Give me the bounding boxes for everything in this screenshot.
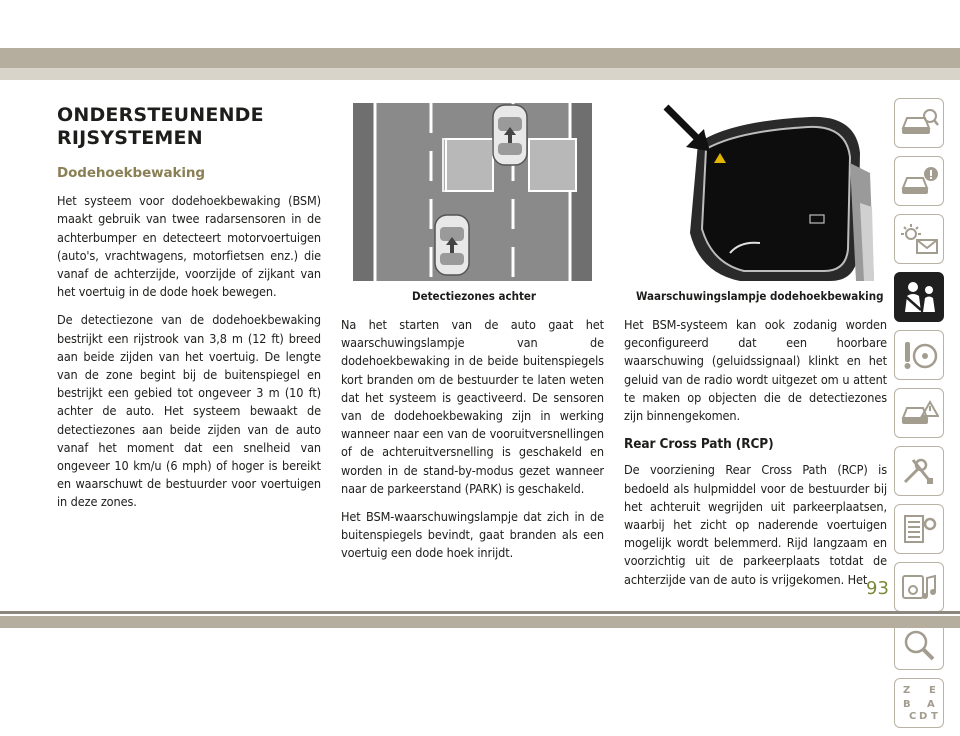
search-icon: [899, 628, 939, 662]
paragraph: De detectiezone van de dodehoekbewaking bestrijkt een rijstrook van 3,8 m (12 ft) breed aan beide zijden van het voertuig. De lengte van de zone begint bij de buitenspiegel en bestrijkt een gebied tot ongeveer 3 m (10 ft) achter de auto. Het systeem bewaakt de detectiezones aan beide zijden van de auto vanaf het moment dat een snelheid van ongeveer 10 km/u (6 mph) of hoger is bereikt en waarschuwt de bestuurder voor voertuigen in deze zones.: [57, 312, 321, 510]
specifications-icon: [899, 512, 939, 546]
car-breakdown-icon: [899, 396, 939, 430]
figure-mirror-warning-light: [660, 103, 877, 281]
warning-lights-icon: [899, 222, 939, 256]
footer-rule: [0, 611, 960, 614]
header-band: [0, 48, 960, 68]
tab-breakdown[interactable]: [894, 388, 944, 438]
tab-service[interactable]: [894, 446, 944, 496]
section-title-line2: RIJSYSTEMEN: [57, 127, 203, 149]
index-letter: B: [903, 699, 911, 710]
car-info-icon: [899, 164, 939, 198]
tab-multimedia[interactable]: [894, 562, 944, 612]
paragraph: Het BSM-waarschuwingslampje dat zich in de buitenspiegels bevindt, gaat branden als een voertuig een dode hoek inrijdt.: [341, 509, 604, 561]
tab-driving[interactable]: [894, 330, 944, 380]
tab-car-search[interactable]: [894, 98, 944, 148]
tab-specifications[interactable]: [894, 504, 944, 554]
paragraph: Het systeem voor dodehoekbewaking (BSM) maakt gebruik van twee radarsensoren in de achterbumper en detecteert motorvoertuigen (auto's, vrachtwagens, motorfietsen enz.) die vanaf de achterzijde, voorzijde of zijkant van het voertuig in de dode hoek bewegen.: [57, 193, 321, 300]
index-letter: Z: [903, 685, 911, 696]
column-1: [57, 104, 321, 522]
figure-1-caption: Detectiezones achter: [412, 289, 537, 303]
multimedia-icon: [899, 570, 939, 604]
paragraph: De voorziening Rear Cross Path (RCP) is bedoeld als hulpmiddel voor de bestuurder bij het achteruit wegrijden uit parkeerplaatsen, waarbij het zicht op naderende voertuigen mogelijk wordt belemmerd. Rijd langzaam en voorzichtig uit de parkeerplaats totdat de achterzijde van de auto is vrijgekomen. Het: [624, 462, 887, 587]
tab-car-info[interactable]: [894, 156, 944, 206]
header-band-light: [0, 68, 960, 80]
section-title-line1: ONDERSTEUNENDE: [57, 104, 264, 126]
figure-detection-zones: [353, 103, 592, 281]
page-number: 93: [866, 578, 889, 599]
footer-band: [0, 616, 960, 628]
chapter-tabs: [894, 98, 954, 736]
figure-2-caption: Waarschuwingslampje dodehoekbewaking: [636, 289, 884, 303]
paragraph: Het BSM-systeem kan ook zodanig worden geconfigureerd dat een hoorbare waarschuwing (geluidssignaal) klinkt en het geluid van de radio wordt uitgezet om u attent te maken op objecten die de detectiezones zijn binnengekomen.: [624, 317, 887, 424]
index-letter: E: [929, 685, 936, 696]
index-icon: [899, 683, 939, 723]
column-2: [341, 316, 604, 573]
index-letter: A: [927, 699, 935, 710]
index-letter: C: [909, 711, 917, 722]
section-title: [57, 104, 321, 150]
column-3: [624, 316, 887, 589]
driving-steering-icon: [899, 338, 939, 372]
rcp-heading: Rear Cross Path (RCP): [624, 436, 774, 453]
mirror-illustration: [660, 103, 877, 281]
detection-zones-illustration: [353, 103, 592, 281]
paragraph: Na het starten van de auto gaat het waarschuwingslampje van de dodehoekbewaking in de beide buitenspiegels kort branden om de bestuurder te laten weten dat het systeem is geactiveerd. De sensoren van de dodehoekbewaking zijn in werking wanneer naar een van de vooruitversnellingen of de achteruitversnelling is geschakeld en worden in de stand-by-modus gezet wanneer naar de parkeerstand (PARK) is geschakeld.: [341, 317, 604, 496]
index-letter: T: [931, 711, 938, 722]
tools-service-icon: [899, 454, 939, 488]
subsection-title: Dodehoekbewaking: [57, 165, 206, 181]
car-search-icon: [899, 106, 939, 140]
safety-seatbelt-icon: [899, 280, 939, 314]
tab-safety[interactable]: [894, 272, 944, 322]
tab-warning-lights[interactable]: [894, 214, 944, 264]
tab-index[interactable]: [894, 678, 944, 728]
index-letter: D: [919, 711, 928, 722]
